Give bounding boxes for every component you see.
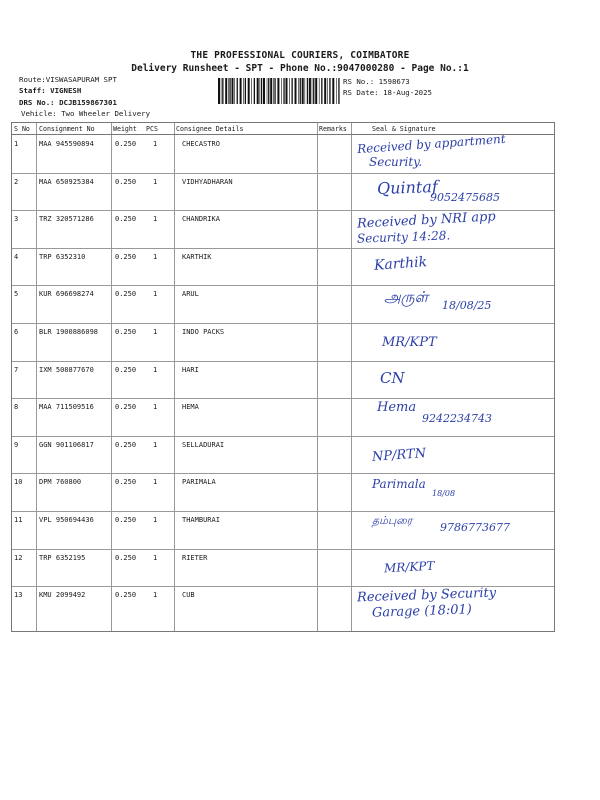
row-weight: 0.250 [115,177,137,186]
row-sno: 7 [14,365,19,374]
barcode-bar [292,78,293,104]
staff-value: VIGNESH [50,86,82,95]
runsheet-table [11,122,555,632]
row-consignment-no: MAA 945590894 [39,140,94,148]
row-sno: 4 [14,252,19,261]
barcode-bar [324,78,326,104]
row-weight: 0.250 [115,215,137,224]
handwritten-signature: Security 14:28. [356,228,451,246]
handwritten-signature: MR/KPT [382,335,437,350]
row-consignee: VIDHYADHARAN [182,177,233,186]
table-row [12,210,554,249]
barcode-bar [329,78,330,104]
vehicle-value: Two Wheeler Delivery [61,109,151,118]
rs-no-label: RS No.: [343,77,375,86]
handwritten-signature: 9242234743 [422,412,492,426]
row-consignment-no: BLR 1900886098 [39,328,99,336]
row-consignee: PARIMALA [182,478,216,487]
handwritten-signature: Received by Security [356,585,497,606]
row-sno: 8 [14,403,19,412]
row-consignee: CHECASTRO [182,140,220,148]
row-pcs: 1 [153,365,158,374]
row-weight: 0.250 [115,403,137,412]
row-weight: 0.250 [115,290,137,299]
staff-line [19,87,81,94]
barcode-bar [338,78,339,104]
table-row [12,248,554,287]
row-weight: 0.250 [115,328,137,336]
table-row [12,586,554,624]
barcode-bar [245,78,246,104]
row-sno: 2 [14,177,19,186]
route-value: VISWASAPURAM SPT [45,75,117,84]
barcode-bar [273,78,274,104]
barcode-bar [300,78,301,104]
route-label: Route: [19,75,46,84]
barcode-image [218,78,340,104]
barcode-bar [270,78,272,104]
row-pcs: 1 [153,328,158,336]
barcode-bar [221,78,222,104]
barcode-bar [286,78,288,104]
drs-label: DRS No.: [19,98,55,107]
row-pcs: 1 [153,516,158,524]
row-consignment-no: TRP 6352310 [39,252,86,261]
row-consignment-no: MAA 711509516 [39,403,94,412]
table-row [12,549,554,588]
handwritten-signature: Security. [369,155,423,169]
row-pcs: 1 [153,177,158,186]
row-sno: 9 [14,440,19,449]
row-consignee: THAMBURAI [182,516,220,524]
barcode-bar [313,78,314,104]
row-sno: 1 [14,140,19,148]
barcode-bar [263,78,265,104]
barcode-bar [248,78,250,104]
route-line [19,76,117,83]
handwritten-signature: Garage (18:01) [371,602,473,621]
barcode-bar [225,78,227,104]
table-row [12,323,554,362]
row-sno: 11 [14,516,23,524]
handwritten-signature: NP/RTN [371,445,427,465]
row-consignee: KARTHIK [182,252,212,261]
row-consignee: ARUL [182,290,199,299]
barcode-bar [243,78,244,104]
barcode-bar [302,78,304,104]
row-consignment-no: VPL 950694436 [39,516,94,524]
barcode-bar [321,78,322,104]
row-consignment-no: TRP 6352195 [39,553,86,562]
handwritten-signature: 18/08 [432,489,456,499]
row-consignment-no: GGN 901106817 [39,440,94,449]
row-pcs: 1 [153,252,158,261]
row-pcs: 1 [153,440,158,449]
row-sno: 12 [14,553,23,562]
rs-no-line [343,78,410,85]
row-pcs: 1 [153,215,158,224]
rs-no-value: 1598673 [378,77,410,86]
barcode-bar [261,78,262,104]
vehicle-line [21,110,150,117]
row-consignment-no: KMU 2099492 [39,591,86,600]
row-sno: 5 [14,290,19,299]
row-weight: 0.250 [115,252,137,261]
handwritten-signature: CN [380,368,405,387]
handwritten-signature: MR/KPT [383,558,435,575]
barcode-bar [267,78,268,104]
barcode-bar [218,78,220,104]
handwritten-signature: Quintaf [376,176,439,198]
barcode-bar [315,78,317,104]
row-weight: 0.250 [115,440,137,449]
table-row [12,173,554,212]
row-sno: 3 [14,215,19,224]
header-weight: Weight [113,125,137,133]
row-pcs: 1 [153,591,158,600]
barcode-bar [268,78,269,104]
row-weight: 0.250 [115,365,137,374]
header-signature: Seal & Signature [372,125,436,133]
row-consignee: SELLADURAI [182,440,225,449]
rs-date-line [343,89,432,96]
drs-value: DCJB159867301 [59,98,117,107]
table-row [12,285,554,324]
barcode-bar [289,78,290,104]
handwritten-signature: Received by appartment [356,131,507,157]
row-weight: 0.250 [115,478,137,487]
barcode-bar [232,78,234,104]
row-sno: 6 [14,328,19,336]
barcode-bar [237,78,238,104]
row-pcs: 1 [153,478,158,487]
row-consignment-no: IXM 508877670 [39,365,94,374]
barcode-bar [229,78,230,104]
staff-label: Staff: [19,86,46,95]
row-consignee: HEMA [182,403,199,412]
header-consignment: Consignment No [39,125,95,133]
row-sno: 10 [14,478,23,487]
row-consignee: CUB [182,591,195,600]
barcode-bar [327,78,328,104]
handwritten-signature: 9786773677 [440,521,510,534]
row-pcs: 1 [153,553,158,562]
row-sno: 13 [14,591,23,600]
barcode-bar [274,78,275,104]
row-weight: 0.250 [115,516,137,524]
barcode-bar [251,78,252,104]
barcode-bar [234,78,235,104]
table-row [12,473,554,512]
rs-date-label: RS Date: [343,88,379,97]
barcode-bar [260,78,261,104]
row-consignee: INDO PACKS [182,328,225,336]
handwritten-signature: Parimala [372,477,426,492]
drs-line [19,99,117,106]
table-row [12,511,554,550]
row-consignment-no: KUR 696698274 [39,290,94,299]
handwritten-signature: Karthik [373,253,428,274]
row-pcs: 1 [153,403,158,412]
row-consignee: CHANDRIKA [182,215,220,224]
barcode-bar [336,78,337,104]
header-sno: S No [14,125,30,133]
barcode-bar [307,78,308,104]
barcode-bar [283,78,284,104]
handwritten-signature: அருள் [384,288,429,307]
rs-date-value: 18-Aug-2025 [383,88,433,97]
row-pcs: 1 [153,140,158,148]
barcode-bar [309,78,311,104]
runsheet-subtitle: Delivery Runsheet - SPT - Phone No.:9047000280 - Page No.:1 [131,63,469,74]
row-consignment-no: MAA 650925384 [39,177,94,186]
vehicle-label: Vehicle: [21,109,57,118]
handwritten-signature: 9052475685 [430,190,500,204]
row-weight: 0.250 [115,591,137,600]
handwritten-signature: தம்புரை [372,514,413,527]
barcode-bar [240,78,242,104]
handwritten-signature: Hema [377,400,417,416]
barcode-bar [228,78,229,104]
table-row [12,398,554,437]
handwritten-signature: Received by NRI app [356,209,497,232]
barcode-bar [277,78,279,104]
company-title: THE PROFESSIONAL COURIERS, COIMBATORE [190,50,410,61]
table-row [12,361,554,400]
row-weight: 0.250 [115,553,137,562]
handwritten-signature: 18/08/25 [442,299,492,313]
barcode-bar [305,78,306,104]
header-consignee: Consignee Details [176,125,244,133]
barcode-bar [281,78,282,104]
row-consignee: HARI [182,365,199,374]
barcode-bar [254,78,255,104]
header-remarks: Remarks [319,125,347,133]
barcode-bar [298,78,299,104]
barcode-bar [295,78,297,104]
barcode-bar [332,78,334,104]
table-row [12,436,554,475]
header-pcs: PCS [146,125,158,133]
barcode-bar [319,78,320,104]
barcode-bar [257,78,259,104]
row-consignee: RIETER [182,553,208,562]
row-consignment-no: DPM 760800 [39,478,82,487]
barcode-bar [312,78,313,104]
barcode-bar [222,78,223,104]
row-consignment-no: TRZ 320571286 [39,215,94,224]
row-pcs: 1 [153,290,158,299]
table-row [12,131,554,174]
row-weight: 0.250 [115,140,137,148]
